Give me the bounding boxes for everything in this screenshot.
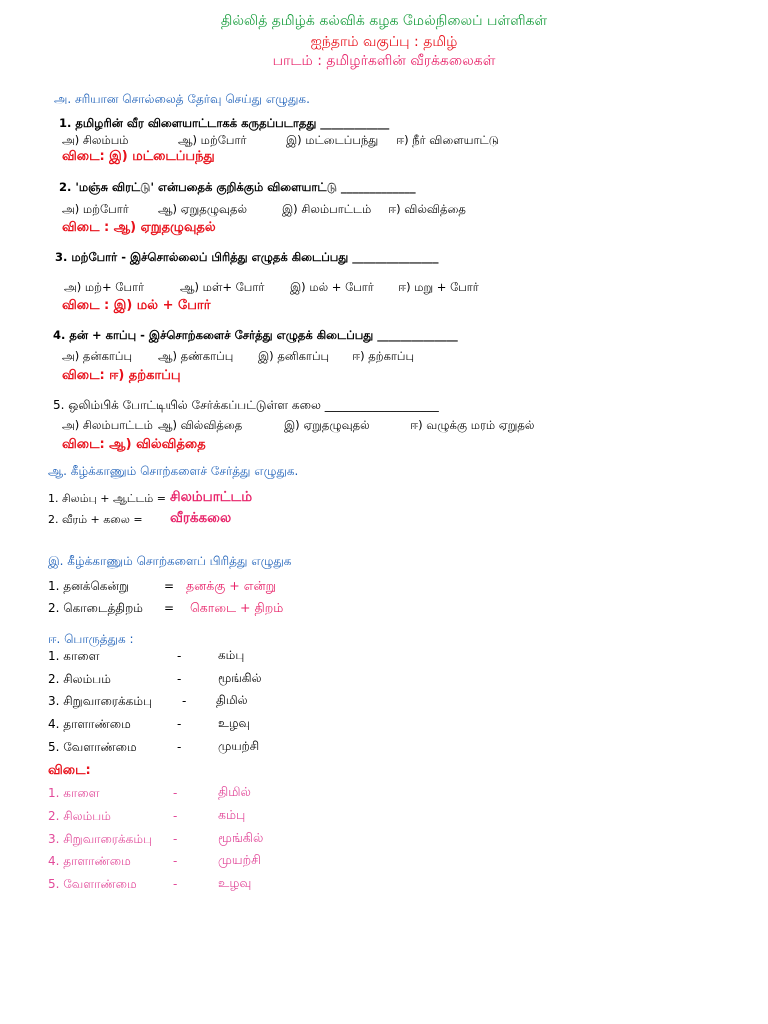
match-dash-1: -	[177, 649, 182, 663]
question-4: 4. தன் + காப்பு - இச்சொற்களைச் சேர்த்து எழுதக் கிடைப்பது ______________	[53, 328, 458, 342]
match-answer-label: விடை:	[48, 763, 91, 778]
match-dash-3: -	[182, 694, 187, 708]
match-right-1: கம்பு	[218, 648, 245, 662]
q1-option-a: அ) சிலம்பம்	[62, 133, 129, 147]
match-answer-item-1: 1. காளை	[48, 786, 100, 800]
q3-option-a: அ) மற்+ போர்	[64, 280, 145, 294]
q4-option-b: ஆ) தண்காப்பு	[158, 349, 234, 363]
q2-answer: விடை : ஆ) ஏறுதழுவுதல்	[62, 220, 216, 235]
match-right-3: திமில்	[216, 693, 248, 707]
match-dash-4: -	[177, 717, 182, 731]
match-right-5: முயற்சி	[218, 739, 260, 753]
join-answer-1: சிலம்பாட்டம்	[170, 489, 253, 505]
match-answer-dash-3: -	[173, 832, 178, 846]
q5-answer: விடை: ஆ) வில்வித்தை	[62, 437, 206, 452]
q1-option-b: ஆ) மற்போர்	[178, 133, 247, 147]
q3-option-b: ஆ) மள்+ போர்	[180, 280, 265, 294]
match-item-1: 1. காளை	[48, 649, 100, 663]
match-right-4: உழவு	[218, 716, 251, 730]
match-item-3: 3. சிறுவாரைக்கம்பு	[48, 694, 152, 708]
q1-option-c: இ) மட்டைப்பந்து	[286, 133, 379, 147]
question-3: 3. மற்போர் - இச்சொல்லைப் பிரித்து எழுதக் கிடைப்பது _______________	[55, 250, 439, 264]
split-item-1: 1. தனக்கென்று	[48, 579, 130, 593]
match-right-2: மூங்கில்	[218, 671, 262, 685]
split-eq-1: =	[164, 579, 175, 593]
match-answer-dash-5: -	[173, 877, 178, 891]
match-answer-right-2: கம்பு	[218, 807, 246, 822]
q4-option-d: ஈ) தற்காப்பு	[352, 349, 415, 363]
match-answer-item-5: 5. வேளாண்மை	[48, 877, 137, 891]
q2-option-d: ஈ) வில்வித்தை	[388, 202, 466, 216]
q2-option-a: அ) மற்போர்	[62, 202, 129, 216]
question-5: 5. ஒலிம்பிக் போட்டியில் சேர்க்கப்பட்டுள்ள கலை ___________________	[53, 398, 439, 412]
q3-answer: விடை : இ) மல் + போர்	[62, 298, 211, 313]
school-title: தில்லித் தமிழ்க் கல்விக் கழக மேல்நிலைப் பள்ளிகள்	[220, 13, 548, 29]
section-b-title: ஆ. கீழ்க்காணும் சொற்களைச் சேர்த்து எழுதுக.	[48, 464, 299, 478]
class-subtitle: ஐந்தாம் வகுப்பு : தமிழ்	[310, 34, 458, 50]
question-2: 2. 'மஞ்சு விரட்டு' என்பதைக் குறிக்கும் விளையாட்டு _____________	[59, 180, 416, 194]
match-answer-dash-1: -	[173, 786, 178, 800]
join-item-1: 1. சிலம்பு + ஆட்டம் =	[48, 492, 166, 505]
section-a-title: அ. சரியான சொல்லைத் தேர்வு செய்து எழுதுக.	[54, 92, 310, 106]
match-answer-dash-4: -	[173, 854, 178, 868]
q1-option-d: ஈ) நீர் விளையாட்டு	[396, 133, 499, 147]
match-dash-2: -	[177, 672, 182, 686]
match-answer-right-3: மூங்கில்	[218, 830, 264, 845]
split-answer-2: கொடை + திறம்	[190, 600, 284, 615]
split-eq-2: =	[164, 601, 175, 615]
q4-answer: விடை: ஈ) தற்காப்பு	[62, 368, 181, 383]
match-item-2: 2. சிலம்பம்	[48, 672, 111, 686]
split-item-2: 2. கொடைத்திறம்	[48, 601, 143, 615]
match-answer-dash-2: -	[173, 809, 178, 823]
lesson-title: பாடம் : தமிழர்களின் வீரக்கலைகள்	[272, 53, 496, 69]
q5-option-b: ஆ) வில்வித்தை	[158, 418, 243, 432]
section-c-title: இ. கீழ்க்காணும் சொற்களைப் பிரித்து எழுதுக	[48, 554, 292, 568]
match-answer-right-5: உழவு	[218, 875, 252, 890]
q2-option-b: ஆ) ஏறுதழுவுதல்	[158, 202, 248, 216]
q1-answer: விடை: இ) மட்டைப்பந்து	[62, 149, 215, 164]
q5-option-a: அ) சிலம்பாட்டம்	[62, 418, 153, 432]
match-item-4: 4. தாளாண்மை	[48, 717, 131, 731]
question-1: 1. தமிழரின் வீர விளையாட்டாகக் கருதப்படாதது ____________	[59, 116, 390, 130]
match-answer-right-1: திமில்	[218, 784, 251, 799]
match-answer-item-4: 4. தாளாண்மை	[48, 854, 131, 868]
join-item-2: 2. வீரம் + கலை =	[48, 513, 143, 526]
match-dash-5: -	[177, 740, 182, 754]
match-answer-right-4: முயற்சி	[218, 852, 261, 867]
q3-option-d: ஈ) மறு + போர்	[398, 280, 479, 294]
match-answer-item-2: 2. சிலம்பம்	[48, 809, 111, 823]
match-answer-item-3: 3. சிறுவாரைக்கம்பு	[48, 832, 152, 846]
q5-option-c: இ) ஏறுதழுவுதல்	[284, 418, 370, 432]
section-d-title: ஈ. பொருத்துக :	[48, 632, 134, 646]
q4-option-a: அ) தன்காப்பு	[62, 349, 133, 363]
join-answer-2: வீரக்கலை	[170, 510, 232, 526]
q2-option-c: இ) சிலம்பாட்டம்	[282, 202, 372, 216]
match-item-5: 5. வேளாண்மை	[48, 740, 137, 754]
q4-option-c: இ) தனிகாப்பு	[258, 349, 330, 363]
q5-option-d: ஈ) வழுக்கு மரம் ஏறுதல்	[410, 418, 535, 432]
q3-option-c: இ) மல் + போர்	[290, 280, 374, 294]
split-answer-1: தனக்கு + என்று	[186, 578, 277, 593]
